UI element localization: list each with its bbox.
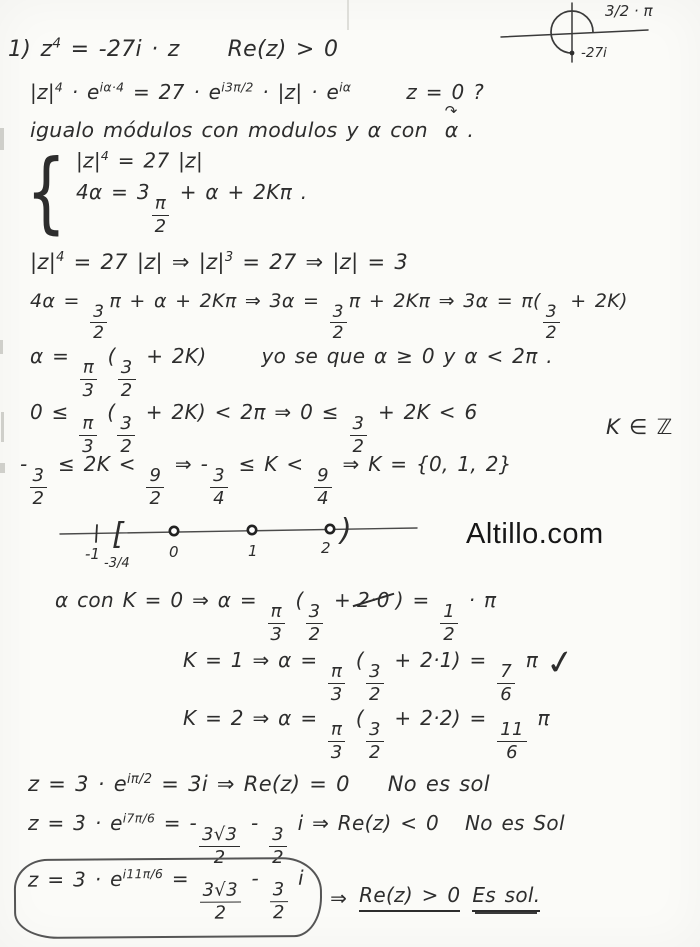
label-minus-1: -1 — [85, 545, 100, 563]
scan-artifact — [1, 412, 4, 442]
angle-label: 3/2 · π — [605, 2, 653, 20]
tick-minus-1 — [96, 525, 97, 542]
system-eq-modulus: $|z|^4 = 27$ |z| — [76, 148, 204, 173]
system-of-equations — [26, 139, 308, 243]
root-z2-eq: $z = 3 \cdot e^{i7\pi/6}$ = - $\frac{3√3}{2}$ - $\frac{3}{2}$ i ⇒ Re(z) < 0 — [28, 810, 439, 868]
equation-z4: 1) $z^4 = -27i \cdot z$ — [8, 36, 180, 63]
alpha-k0-prefix: α con K = 0 ⇒ α = $\frac{\pi}{3}$ ( $\frac{3}{2}$ + — [55, 588, 352, 645]
root-z3-line — [14, 858, 540, 938]
system-eq-argument: 4α = 3 $\frac{\pi}{2}$ + α + 2Kπ . — [76, 179, 308, 237]
inequality-line-1: 0 ≤ $\frac{\pi}{3}$ ( $\frac{3}{2}$ + 2K) < 2π ⇒ 0 ≤ $\frac{3}{2}$ + 2K < 6 — [30, 400, 478, 457]
root-z1-eq: $z = 3 \cdot e^{i\pi/2} = 3i$ ⇒ Re(z) = 0 — [28, 772, 350, 796]
point-marker-2 — [326, 525, 334, 533]
label-2: 2 — [321, 539, 331, 557]
root-z3-verdict: Es sol. — [472, 883, 540, 912]
root-z2-verdict: No es Sol — [465, 810, 565, 835]
label-0: 0 — [169, 543, 179, 561]
root-z1-line — [28, 772, 490, 796]
label-minus-3-4: -3/4 — [104, 556, 130, 571]
z-zero-question: z = 0 ? — [406, 79, 485, 104]
k-in-integers: K ∈ ℤ — [606, 415, 673, 439]
point-marker — [570, 51, 575, 56]
note-text: igualo módulos con modulos y α con — [30, 118, 428, 142]
modulus-solution: $|z|^4 = 27$ |z| ⇒ $|z|^3 = 27$ ⇒ |z| = 3 — [30, 250, 409, 274]
curved-arrow-icon: ↷ — [444, 102, 458, 120]
scan-artifact — [0, 128, 4, 150]
range-note: yo se que α ≥ 0 y α < 2π . — [261, 344, 553, 368]
label-1: 1 — [248, 542, 258, 560]
open-bracket: [ — [112, 517, 124, 552]
alpha-term: α . — [444, 118, 475, 142]
final-answer-circle: $z = 3 \cdot e^{i11\pi/6}$ = $\frac{3√3}{2}$ - $\frac{3}{2}$ i — [14, 857, 323, 939]
alpha-expression-line — [30, 344, 553, 400]
crossed-out-term: 2·0 — [357, 588, 390, 612]
system-equations — [76, 148, 307, 236]
point-marker-0 — [170, 527, 178, 535]
complex-plane-sketch — [493, 0, 698, 70]
point-marker-1 — [248, 526, 256, 534]
alpha-k0-line — [55, 588, 496, 644]
number-line — [55, 503, 435, 569]
watermark: Altillo.com — [466, 518, 604, 550]
inequality-line-2: - $\frac{3}{2}$ ≤ 2K < $\frac{9}{2}$ ⇒ - $\frac{3}{4}$ ≤ K < $\frac{9}{4}$ ⇒ K = {0, 1, 2} — [20, 452, 512, 509]
polar-equation-body: $|z|^4 \cdot e^{i\alpha\cdot 4} = 27 \cdot e^{i3\pi/2} \cdot |z| \cdot e^{i\alpha}$ — [30, 79, 352, 104]
alpha-k1-line: K = 1 ⇒ α = $\frac{\pi}{3}$ ( $\frac{3}{2}$ + 2·1) = $\frac{7}{6}$ π — [183, 648, 539, 705]
system-brace: { — [26, 139, 67, 243]
problem-statement — [8, 36, 338, 62]
alpha-k0-result: ) = $\frac{1}{2}$ · π — [395, 588, 497, 645]
alpha-with-arrow — [444, 102, 475, 142]
argument-equation: 4α = $\frac{3}{2}$ π + α + 2Kπ ⇒ 3α = $\frac{3}{2}$ π + 2Kπ ⇒ 3α = π( $\frac{3}{2}$ + 2K) — [30, 290, 628, 344]
scan-artifact — [0, 463, 5, 473]
x-axis — [501, 30, 648, 37]
scan-artifact — [0, 340, 3, 354]
note-igualo — [30, 102, 475, 142]
polar-equation — [30, 79, 484, 104]
root-z3-condition: Re(z) > 0 — [359, 883, 460, 912]
check-icon: ✓ — [543, 641, 578, 685]
condition-re: Re(z) > 0 — [227, 37, 339, 63]
alpha-k2-line: K = 2 ⇒ α = $\frac{\pi}{3}$ ( $\frac{3}{2}$ + 2·2) = $\frac{11}{6}$ π — [183, 706, 550, 763]
close-bracket: ) — [340, 513, 352, 548]
alpha-expression: α = $\frac{\pi}{3}$ ( $\frac{3}{2}$ + 2K) — [30, 344, 207, 401]
scan-artifact — [347, 0, 349, 30]
implies-arrow: ⇒ — [330, 885, 348, 910]
root-z1-verdict: No es sol — [387, 772, 490, 796]
point-label: -27i — [581, 45, 607, 61]
